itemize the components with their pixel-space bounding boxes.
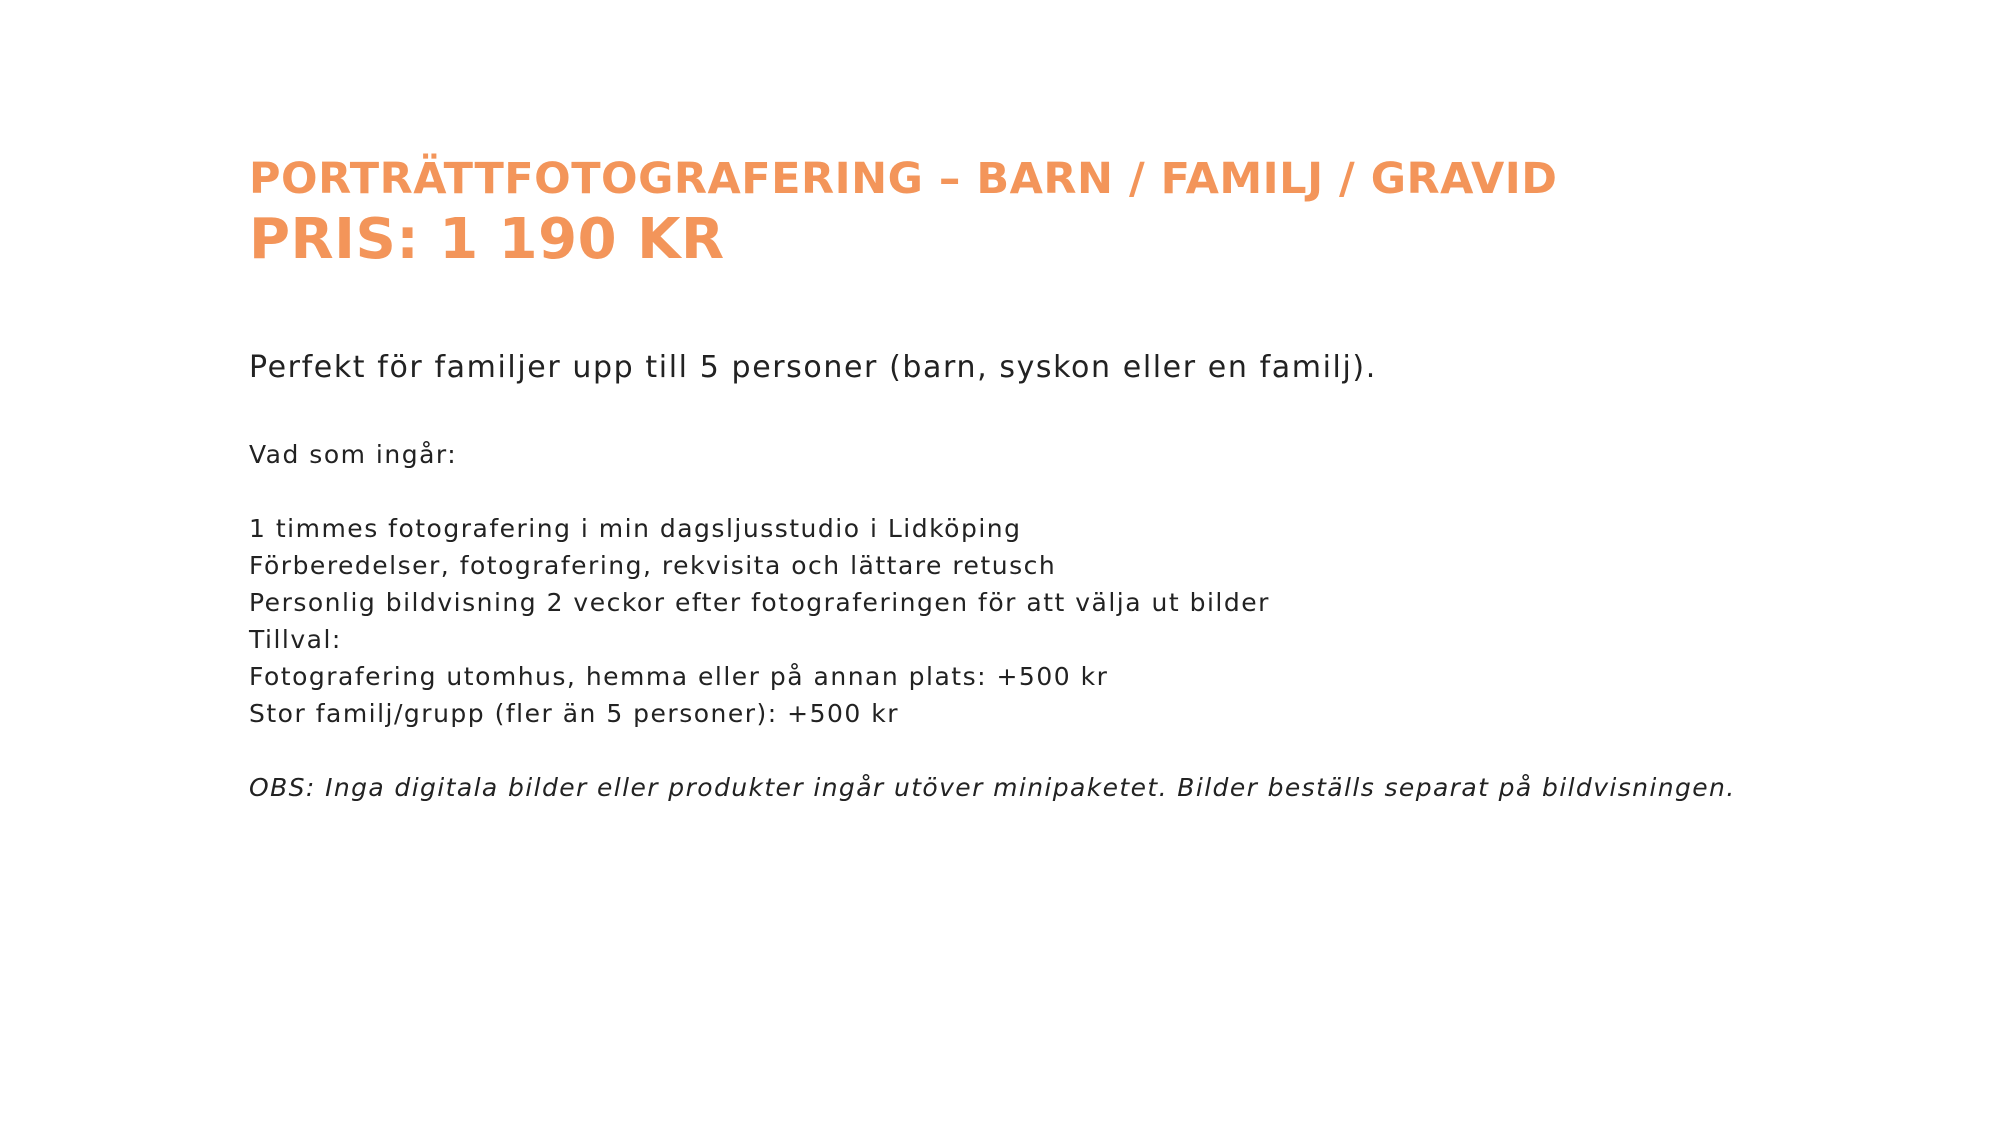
list-item: Stor familj/grupp (fler än 5 personer): +500 kr <box>249 699 900 728</box>
addons-heading: Tillval: <box>249 625 342 654</box>
note-text: OBS: Inga digitala bilder eller produkter ingår utöver minipaketet. Bilder beställs separat på bildvisningen. <box>249 773 1736 802</box>
includes-heading: Vad som ingår: <box>249 440 458 469</box>
includes-list <box>249 510 1849 732</box>
page-title: PORTRÄTTFOTOGRAFERING – BARN / FAMILJ / GRAVID <box>249 154 1558 204</box>
list-item: Personlig bildvisning 2 veckor efter fotograferingen för att välja ut bilder <box>249 588 1270 617</box>
list-item: Förberedelser, fotografering, rekvisita och lättare retusch <box>249 551 1057 580</box>
list-item: 1 timmes fotografering i min dagsljusstudio i Lidköping <box>249 514 1022 543</box>
price-label: PRIS: 1 190 KR <box>249 207 725 272</box>
list-item: Fotografering utomhus, hemma eller på annan plats: +500 kr <box>249 662 1109 691</box>
price-card <box>249 150 1849 806</box>
intro-text: Perfekt för familjer upp till 5 personer (barn, syskon eller en familj). <box>249 350 1377 385</box>
